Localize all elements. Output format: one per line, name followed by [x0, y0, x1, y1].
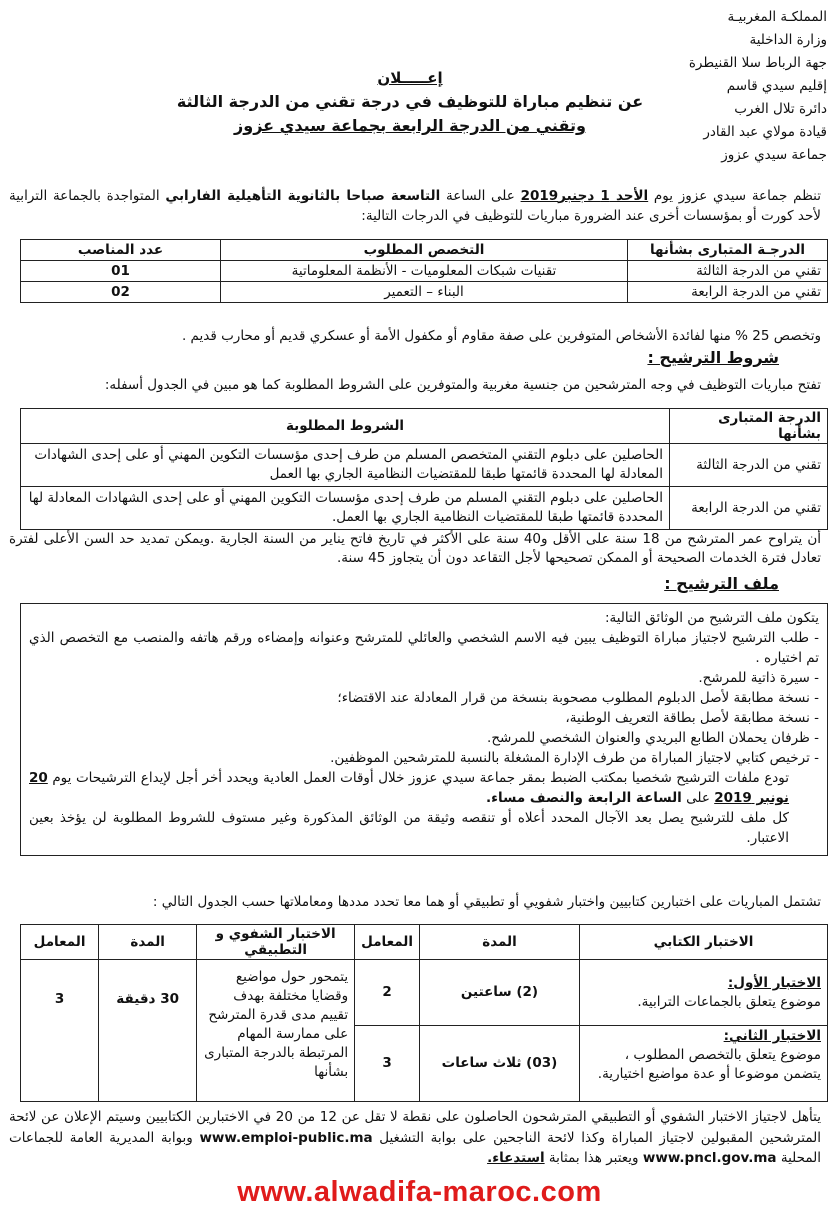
header-line: إقليم سيدي قاسم [726, 78, 827, 94]
convocation-word: استدعاء. [487, 1150, 545, 1166]
table-row [21, 444, 828, 487]
exams-intro: تشتمل المباريات على اختبارين كتابيين واختبار شفويي أو تطبيقي أو هما معا تحدد مددها ومعاملاتها حسب الجدول التالي : [152, 894, 821, 910]
oral-duration: 30 دقيقة [99, 960, 197, 1102]
results-text-body: وبوابة المديرية العامة للجماعات المحلية [9, 1129, 821, 1166]
column-header: المدة [420, 925, 580, 960]
exam-label: الاختبار الثاني: [723, 1028, 821, 1044]
table-row [21, 487, 828, 530]
table-cell: تقني من الدرجة الرابعة [628, 282, 828, 303]
column-header: الدرجـة المتبارى بشأنها [628, 240, 828, 261]
title-line-3: وتقني من الدرجة الرابعة بجماعة سيدي عزوز [234, 116, 586, 135]
intro-text: المتواجدة بالجماعة الترابية لأحد كورت أو بمؤسسات أخرى عند الضرورة مباريات للتوظيف في الدرجات التالية: [9, 188, 821, 224]
header-line: جماعة سيدي عزوز [721, 147, 827, 163]
table-cell: 02 [21, 282, 221, 303]
exams-table [20, 924, 828, 1102]
exam-desc: موضوع يتعلق بالجماعات الترابية. [637, 994, 821, 1010]
header-line: المملكـة المغربيـة [727, 9, 827, 25]
file-item: - سيرة ذاتية للمرشح. [698, 670, 819, 686]
intro-text: على الساعة [446, 188, 515, 204]
site-watermark: www.alwadifa-maroc.com [237, 1176, 602, 1208]
results-text [9, 1107, 821, 1169]
column-header: المعامل [355, 925, 420, 960]
file-intro: يتكون ملف الترشيح من الوثائق التالية: [604, 610, 819, 626]
title-line-1: إعـــــلان [377, 69, 443, 87]
title-line-2: عن تنظيم مباراة للتوظيف في درجة تقني من الدرجة الثالثة [176, 92, 644, 111]
table-cell: 01 [21, 261, 221, 282]
file-item: - نسخة مطابقة لأصل بطاقة التعريف الوطنية، [565, 710, 819, 726]
header-line: جهة الرباط سلا القنيطرة [688, 55, 827, 71]
table-row [21, 282, 828, 303]
header-line: قيادة مولاي عبد القادر [703, 124, 827, 140]
deadline-date: 20 نونبر 2019 [29, 770, 789, 806]
column-header: التخصص المطلوب [221, 240, 628, 261]
exam-duration: (03) ثلاث ساعات [420, 1026, 580, 1102]
column-header: المعامل [21, 925, 99, 960]
conditions-table [20, 408, 828, 530]
exam-desc: موضوع يتعلق بالتخصص المطلوب ، يتضمن موضوعا أو عدة مواضيع اختيارية. [597, 1047, 821, 1082]
written-exam-1 [580, 960, 828, 1026]
deposit-text [29, 768, 819, 808]
column-header: المدة [99, 925, 197, 960]
file-title: ملف الترشيح : [664, 574, 779, 593]
exam-label: الاختبار الأول: [727, 975, 821, 991]
column-header: الاختبار الكتابي [580, 925, 828, 960]
administrative-header [677, 6, 827, 167]
deadline-time: الساعة الرابعة والنصف مساء. [486, 790, 682, 806]
table-cell: تقني من الدرجة الثالثة [628, 261, 828, 282]
table-row [21, 960, 828, 1026]
file-box [20, 603, 828, 856]
column-header: الدرجة المتبارى بشأنها [670, 409, 828, 444]
oral-exam-desc: يتمحور حول مواضيع وقضايا مختلفة بهدف تقييم مدى قدرة المترشح على ممارسة المهام المرتبطة بالدرجة المتبارى بشأنها [197, 960, 355, 1102]
exam-date: الأحد 1 دجنبر2019 [520, 188, 649, 204]
conditions-title: شروط الترشيح : [647, 348, 779, 367]
file-item: - ترخيص كتابي لاجتياز المباراة من طرف الإدارة المشغلة بالنسبة للمترشحين الموظفين. [330, 750, 819, 766]
intro-paragraph [9, 186, 821, 226]
posts-table [20, 239, 828, 303]
deadline-mid: على [686, 790, 710, 806]
file-item: - طلب الترشيح لاجتياز مباراة التوظيف يبين فيه الاسم الشخصي والعائلي للمترشح وعنوانه وإمضاءه ورقم هاتفه والمنصب مع التخصص الذي تم اختياره . [29, 630, 819, 666]
header-line: دائرة تلال الغرب [734, 101, 827, 117]
file-item: - ظرفان يحملان الطابع البريدي والعنوان الشخصي للمرشح. [487, 730, 819, 746]
table-cell: تقنيات شبكات المعلوميات - الأنظمة المعلوماتية [221, 261, 628, 282]
results-text-body: ويعتبر هذا بمثابة [548, 1150, 639, 1166]
file-item: - نسخة مطابقة لأصل الدبلوم المطلوب مصحوبة بنسخة من قرار المعادلة عند الاقتضاء؛ [337, 690, 819, 706]
header-line: وزارة الداخلية [749, 32, 827, 48]
announcement-title [140, 66, 680, 138]
deposit-text-body: تودع ملفات الترشيح شخصيا بمكتب الضبط بمقر جماعة سيدي عزوز خلال أوقات العمل العادية ويحدد أخر أجل لإيداع الترشيحات يوم [52, 770, 789, 786]
late-text: كل ملف للترشيح يصل بعد الآجال المحدد أعلاه أو تنقصه وثيقة من الوثائق المذكورة وغير مستوف للشروط المطلوبة لن يؤخذ بعين الاعتبار. [29, 810, 789, 846]
exam-coef: 2 [355, 960, 420, 1026]
exam-coef: 3 [355, 1026, 420, 1102]
pncl-link[interactable]: www.pncl.gov.ma [642, 1150, 777, 1166]
results-text-body: يتأهل لاجتياز الاختبار الشفوي أو التطبيقي المترشحون الحاصلون على نقطة لا تقل عن 12 من 20 في الاختبارين الكتابيين وسيتم الإعلان عن لائحة المترشحين المقبولين لاجتياز المباراة وكذا لائحة الناجحين على بوابة التشغيل [9, 1109, 821, 1146]
conditions-intro: تفتح مباريات التوظيف في وجه المترشحين من جنسية مغربية والمتوفرين على الشروط المطلوبة كما هو مبين في الجدول أسفله: [104, 377, 821, 393]
table-header-row [21, 925, 828, 960]
table-cell: الحاصلين على دبلوم التقني المتخصص المسلم من طرف إحدى مؤسسات التكوين المهني أو على إحدى الشهادات المعادلة لها المحددة قائمتها طبقا للمقتضيات النظامية الجاري بها العمل [21, 444, 670, 487]
column-header: عدد المناصب [21, 240, 221, 261]
table-cell: تقني من الدرجة الثالثة [670, 444, 828, 487]
table-cell: تقني من الدرجة الرابعة [670, 487, 828, 530]
quota-text: وتخصص 25 % منها لفائدة الأشخاص المتوفرين على صفة مقاوم أو مكفول الأمة أو عسكري قديم أو محارب قديم . [181, 328, 821, 344]
exam-duration: (2) ساعتين [420, 960, 580, 1026]
table-header-row [21, 409, 828, 444]
table-cell: الحاصلين على دبلوم التقني المسلم من طرف إحدى مؤسسات التكوين المهني أو على إحدى الشهادات المعادلة لها المحددة قائمتها طبقا للمقتضيات النظامية الجاري بها العمل. [21, 487, 670, 530]
table-cell: البناء – التعمير [221, 282, 628, 303]
column-header: الاختبار الشفوي و التطبيقي [197, 925, 355, 960]
column-header: الشروط المطلوبة [21, 409, 670, 444]
oral-coef: 3 [21, 960, 99, 1102]
emploi-public-link[interactable]: www.emploi-public.ma [199, 1129, 373, 1146]
table-header-row [21, 240, 828, 261]
intro-text: تنظم جماعة سيدي عزوز يوم [653, 188, 822, 204]
age-text: أن يتراوح عمر المترشح من 18 سنة على الأقل و40 سنة على الأكثر في تاريخ فاتح يناير من السنة الجارية .ويمكن تمديد حد السن الأعلى لفترة تعادل فترة الخدمات الصحيحة أو الممكن تصحيحها لأجل التقاعد دون أن يتجاوز 45 سنة. [9, 531, 821, 566]
exam-time-place: التاسعة صباحا بالثانوية التأهيلية الفارابي [165, 188, 441, 204]
table-row [21, 261, 828, 282]
written-exam-2 [580, 1026, 828, 1102]
